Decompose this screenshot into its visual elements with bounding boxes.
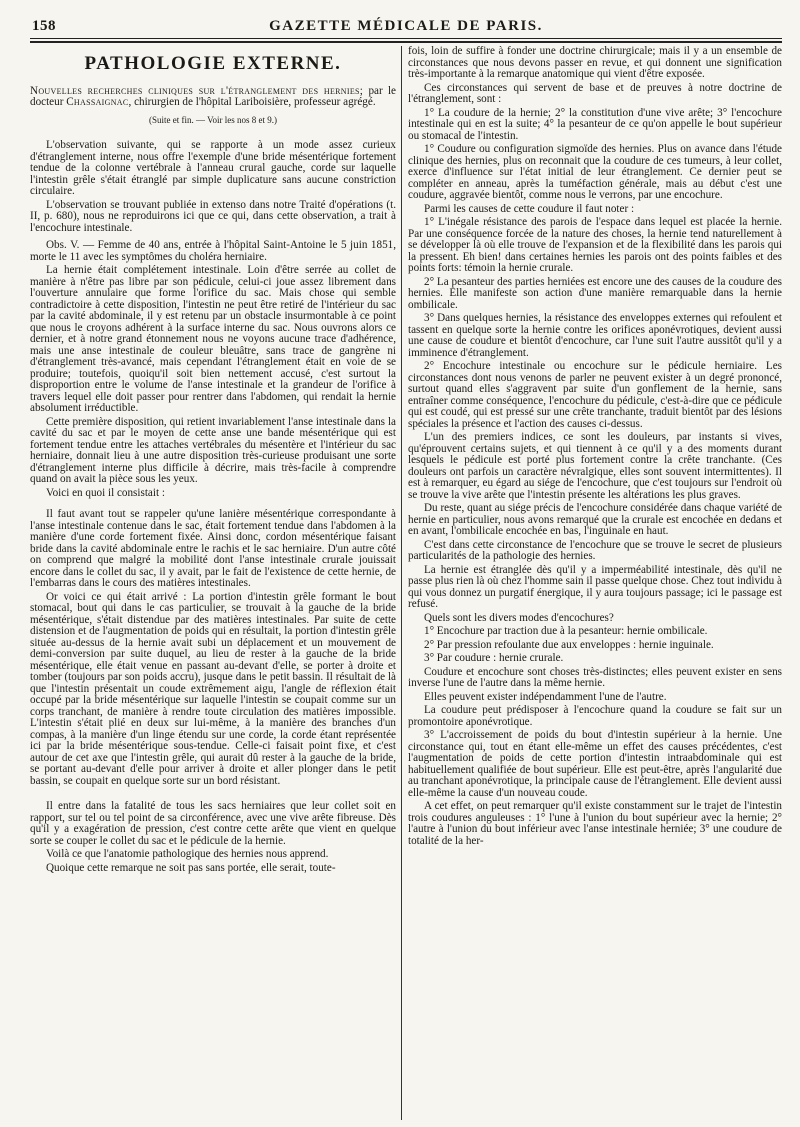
paragraph: Parmi les causes de cette coudure il faut noter :: [424, 202, 635, 215]
paragraph: L'un des premiers indices, ce sont les douleurs, par instants si vives, qu'éprouvent certains sujets, et qui tiennent à ce qu'il y a des moments durant lesquels le pédicule est porté plus fortement contre la crête tranchante. (Ces douleurs ont parfois un caractère névralgique, elles sont souvent intermittentes). Il est à remarquer, eu égard au siége de l'encochure, que c'est toujours sur l'endroit où se trouve la vive arête que l'intestin présente les altérations les plus graves.: [408, 431, 782, 501]
article-title-main: Nouvelles recherches cliniques sur l'étranglement des hernies;: [30, 84, 364, 97]
paragraph: Cette première disposition, qui retient invariablement l'anse intestinale dans la cavité du sac et par le moyen de cette anse une bande mésentérique qui est fortement tendue entre les attaches vertébrales du mésentère et l'intérieur du sac herniaire, donnait lieu à une autre disposition très-curieuse produisant une sorte d'étranglement interne plus difficile à décrire, mais très-facile à comprendre quand on avait la pièce sous les yeux.: [30, 415, 396, 485]
paragraph: Ces circonstances qui servent de base et de preuves à notre doctrine de l'étranglement, sont :: [408, 81, 782, 105]
paragraph: Voici en quoi il consistait :: [46, 486, 165, 499]
paragraph: L'observation se trouvant publiée in extenso dans notre Traité d'opérations (t. II, p. 680), nous ne reproduirons ici que ce qui, dans cette observation, a trait à l'encochure intestinale.: [30, 198, 396, 234]
continuation-note: (Suite et fin. — Voir les nos 8 et 9.): [149, 114, 277, 125]
paragraph: Elles peuvent exister indépendamment l'une de l'autre.: [424, 690, 667, 703]
paragraph: Du reste, quant au siége précis de l'encochure considérée dans chaque variété de hernie en particulier, nous avons remarqué que la crurale est encochée en dedans et en avant, l'ombilicale encochée en bas, l'inguinale en haut.: [408, 502, 782, 537]
paragraph: L'observation suivante, qui se rapporte à un mode assez curieux d'étranglement interne, nous offre l'exemple d'une bride mésentérique fortement tendue de la colonne vertébrale à l'anneau crural gauche, corde sur laquelle l'intestin grêle s'était étranglé par simple duplicature sans aucune constriction circulaire.: [30, 139, 396, 197]
paragraph: La hernie est étranglée dès qu'il y a imperméabilité intestinale, dès qu'il ne passe plus rien là où chez l'homme sain il passe quelque chose. Chez tout individu à qui vous donnez un purgatif énergique, il y aura toujours passage; ici le passage est refusé.: [408, 563, 782, 610]
author-affiliation: , chirurgien de l'hôpital Lariboisière, professeur agrégé.: [128, 96, 376, 108]
paragraph: 3° Dans quelques hernies, la résistance des enveloppes externes qui refoulent et tassent en quelque sorte la hernie contre les orifices aponévrotiques, devient aussi une cause de coudure et bientôt d'encochure, car l'une suit l'autre aussitôt qu'il y a imminence d'étranglement.: [408, 312, 782, 359]
paragraph: fois, loin de suffire à fonder une doctrine chirurgicale; mais il y a un ensemble de circonstances que nous devons passer en revue, et qui donnent une signification très-importante à la remarque anatomique qui vient d'être exposée.: [408, 46, 782, 80]
paragraph: C'est dans cette circonstance de l'encochure que se trouve le secret de plusieurs particularités de la pathologie des hernies.: [408, 538, 782, 562]
section-title: PATHOLOGIE EXTERNE.: [84, 53, 342, 74]
paragraph: A cet effet, on peut remarquer qu'il existe constamment sur le trajet de l'intestin trois coudures anguleuses : 1° l'une à l'union du bout supérieur avec la hernie; 2° l'autre à l'union du bout inférieur avec l'anse intestinale herniée; 3° une coudure de totalité de la her-: [408, 800, 782, 847]
paragraph: 1° L'inégale résistance des parois de l'espace dans lequel est placée la hernie. Par une conséquence forcée de la nature des choses, la hernie tend naturellement à se développer là où elle trouve de l'expansion et de la flexibilité dans les parois qui la pressent. Eh bien! dans certaines hernies les parois ont des points faibles et des points forts: témoin la hernie crurale.: [408, 216, 782, 274]
paragraph: Il entre dans la fatalité de tous les sacs herniaires que leur collet soit en rapport, sur tel ou tel point de sa circonférence, avec une vive arête fibreuse. Dès qu'il y a exagération de pression, c'est contre cette arête que vient en quelque sorte se couper le collet du sac et le pédicule de la hernie.: [30, 800, 396, 847]
article-title: [30, 86, 396, 109]
paragraph: La hernie était complétement intestinale. Loin d'être serrée au collet de manière à n'être pas libre par son pédicule, celui-ci joue assez librement dans l'ouverture annulaire que forme l'orifice du sac. Mais chose qui semble contradictoire à cette disposition, l'intestin ne peut être retiré de l'intérieur du sac par la cavité abdominale, il y est retenu par un obstacle insurmontable à ce point que nous le croyons adhérent à la surface interne du sac. Nous ouvrons alors ce dernier, et à notre grand étonnement nous ne voyons aucune trace d'adhérence, mais une anse intestinale de couleur bleuâtre, sans trace de gangrène ni d'étranglement très-avancé, mais cependant l'étranglement était en voie de se produire; toutefois, quoiqu'il soit bien nettement accusé, c'est surtout la disproportion entre le volume de l'anse intestinale et la grandeur de l'orifice à travers lequel elle doit passer pour rentrer dans l'abdomen, qui rendait la hernie absolument irréductible.: [30, 264, 396, 414]
paragraph: 1° La coudure de la hernie; 2° la constitution d'une vive arête; 3° l'encochure intestinale qui en est la suite; 4° la pesanteur de ce qu'on appelle le bout supérieur ou stomacal de l'intestin.: [408, 106, 782, 142]
column-divider: [401, 46, 402, 1120]
paragraph: Or voici ce qui était arrivé : La portion d'intestin grêle formant le bout stomacal, bout qui dans le cas particulier, se trouvait à la gauche de la bride mésentérique, s'était distendue par des matières intestinales. Par suite de cette distension et de l'augmentation de poids qui en résultait, la portion d'intestin grêle située au-dessus de la hernie avait subi un déplacement et un mouvement de demi-conversion par suite duquel, au lieu de rester à la gauche de la bride mésentérique, elle était venue en passant au-devant d'elle, se porter à droite et tomber (toujours par son poids accru), jusque dans le petit bassin. Il résultait de là que l'intestin présentait un coude extrêmement aigu, l'angle de réflexion était occupé par la bride mésentérique sur laquelle l'intestin se coupait comme sur un corps tranchant, de manière à rendre toute circulation des matières impossible. L'intestin s'était plié en deux sur lui-même, à la manière des branches d'un compas, à la manière d'un linge étendu sur une corde, la corde étant représentée ici par la bride mésentérique sous-tendue. Celle-ci faisait point fixe, et c'est autour de cet axe que l'intestin grêle, qui aurait dû rester à la gauche de la bride, se portant au-devant d'elle pour arriver à droite et aller plonger dans le petit bassin, se coupait en quelque sorte sur un bord résistant.: [30, 590, 396, 787]
paragraph: 3° L'accroissement de poids du bout d'intestin supérieur à la hernie. Une circonstance qui, tout en étant elle-même un effet des causes précédentes, c'est l'augmentation de poids de cette portion d'intestin intraabdominale qui est habituellement qualifiée de bout supérieur. Elle est peut-être, après l'angularité due au tranchant aponévrotique, la principale cause de l'étranglement. Elle devient aussi elle-même la cause d'un nouveau coude.: [408, 729, 782, 799]
right-column: [408, 46, 782, 1122]
paragraph: Quoique cette remarque ne soit pas sans portée, elle serait, toute-: [46, 861, 336, 874]
paragraph: Il faut avant tout se rappeler qu'une lanière mésentérique correspondante à l'anse intestinale contenue dans le sac, était fortement tendue dans l'abdomen à la manière d'une corde fortement fixée. Ainsi donc, cordon mésentérique faisant bride dans la cavité abdominale entre le rachis et le sac herniaire. D'un autre côté on comprend que malgré la mobilité dont l'anse intestinale crurale jouissait encore dans le collet du sac, il y avait, par le fait de l'existence de cette hernie, de l'embarras dans le cours des matières intestinales.: [30, 508, 396, 589]
journal-title: GAZETTE MÉDICALE DE PARIS.: [269, 18, 543, 34]
list-item: 2° Par pression refoulante due aux enveloppes : hernie inguinale.: [424, 638, 714, 651]
paragraph: 1° Coudure ou configuration sigmoïde des hernies. Plus on avance dans l'étude clinique des hernies, plus on reconnait que la coudure de ces tumeurs, à leur collet, exerce d'influence sur l'état initial de leur étranglement. Ce dernier peut se compléter en anneau, après la tuméfaction générale, mais au début c'est une coudure, aggravée bientôt, comme nous le verrons, par une encochure.: [408, 143, 782, 201]
paragraph: Coudure et encochure sont choses très-distinctes; elles peuvent exister en sens inverse l'une de l'autre dans la même hernie.: [408, 665, 782, 689]
header-rule: [30, 38, 782, 39]
page-number: 158: [32, 18, 56, 34]
encochure-modes-list: [408, 626, 782, 665]
article-title-by: par le docteur: [30, 84, 396, 108]
paragraph: 2° Encochure intestinale ou encochure sur le pédicule herniaire. Les circonstances dont nous venons de parler ne peuvent exister à un degré prononcé, surtout quand elles s'aggravent par suite d'un gonflement de la hernie, sans entraîner comme conséquence, l'encochure du pédicule, c'est-à-dire que ce pédicule qui est coudé, qui est pressé sur une crête tranchante, traduit bientôt par des lésions spéciales la présence et l'action des causes ci-dessus.: [408, 360, 782, 430]
paragraph: Voilà ce que l'anatomie pathologique des hernies nous apprend.: [46, 848, 329, 860]
list-item: 1° Encochure par traction due à la pesanteur: hernie ombilicale.: [424, 625, 708, 637]
paragraph: La coudure peut prédisposer à l'encochure quand la coudure se fait sur un promontoire aponévrotique.: [408, 704, 782, 728]
author-name: Chassaignac: [66, 96, 129, 108]
paragraph: 2° La pesanteur des parties herniées est encore une des causes de la coudure des hernies. Elle manifeste son action d'une manière remarquable dans la hernie ombilicale.: [408, 275, 782, 311]
page-header: [30, 14, 782, 38]
paragraph: Quels sont les divers modes d'encochures?: [424, 611, 614, 624]
header-rule-thick: [30, 41, 782, 43]
list-item: 3° Par coudure : hernie crurale.: [424, 652, 564, 664]
observation-header: Obs. V. — Femme de 40 ans, entrée à l'hôpital Saint-Antoine le 5 juin 1851, morte le 11 avec les symptômes du choléra herniaire.: [30, 239, 396, 263]
left-column: [30, 44, 396, 1120]
